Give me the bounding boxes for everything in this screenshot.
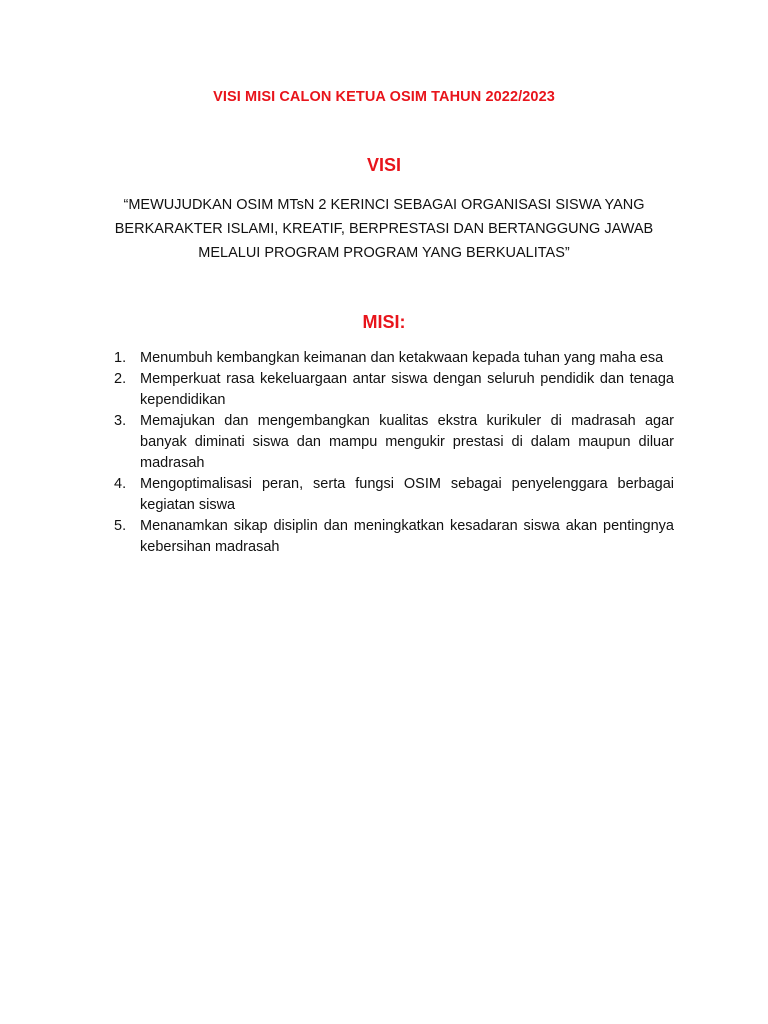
document-title: VISI MISI CALON KETUA OSIM TAHUN 2022/2023 [213, 89, 555, 105]
visi-line-1: “MEWUJUDKAN OSIM MTsN 2 KERINCI SEBAGAI ORGANISASI SISWA YANG [123, 197, 645, 213]
misi-item-number: 4. [114, 476, 127, 492]
misi-item [108, 348, 674, 369]
misi-item [108, 369, 674, 411]
misi-item-number: 3. [114, 413, 127, 429]
misi-item-text: Menanamkan sikap disiplin dan meningkatkan kesadaran siswa akan pentingnya kebersihan madrasah [140, 518, 674, 555]
misi-item-text: Memperkuat rasa kekeluargaan antar siswa dengan seluruh pendidik dan tenaga kependidikan [140, 371, 674, 408]
misi-list [108, 348, 674, 558]
visi-line-3: MELALUI PROGRAM PROGRAM YANG BERKUALITAS” [198, 245, 570, 261]
misi-item-number: 1. [114, 350, 127, 366]
misi-item [108, 474, 674, 516]
misi-item-text: Menumbuh kembangkan keimanan dan ketakwaan kepada tuhan yang maha esa [140, 350, 664, 366]
visi-statement [80, 193, 688, 265]
misi-item-text: Mengoptimalisasi peran, serta fungsi OSIM sebagai penyelenggara berbagai kegiatan siswa [140, 476, 674, 513]
misi-item-number: 2. [114, 371, 127, 387]
misi-item [108, 516, 674, 558]
misi-item-text: Memajukan dan mengembangkan kualitas ekstra kurikuler di madrasah agar banyak diminati siswa dan mampu mengukir prestasi di dalam maupun diluar madrasah [140, 413, 674, 471]
visi-heading: VISI [366, 155, 401, 175]
misi-item-number: 5. [114, 518, 127, 534]
visi-line-2: BERKARAKTER ISLAMI, KREATIF, BERPRESTASI DAN BERTANGGUNG JAWAB [114, 221, 654, 237]
misi-item [108, 411, 674, 474]
misi-heading: MISI: [362, 312, 406, 332]
